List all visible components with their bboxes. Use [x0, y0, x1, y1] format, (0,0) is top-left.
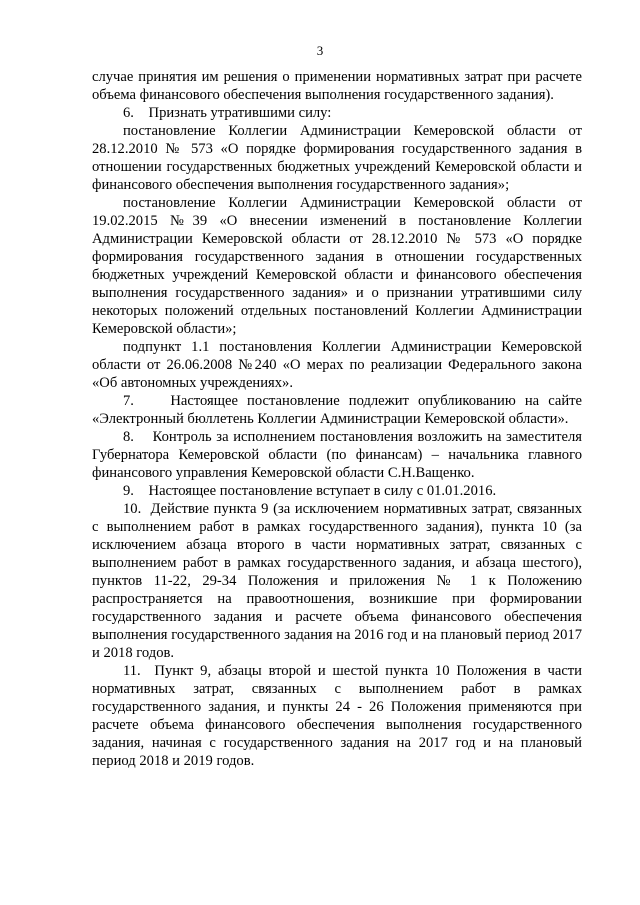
- paragraph-decree-39: постановление Коллегии Администрации Кемеровской области от 19.02.2015 №39 «О внесении изменений в постановление Коллегии Администрации Кемеровской области от 28.12.2010 № 573 «О порядке формирования государственного задания в отношении государственных бюджетных учреждений Кемеровской области и финансового обеспечения выполнения государственного задания» и о признании утратившими силу некоторых положений отдельных постановлений Коллегии Администрации Кемеровской области»;: [92, 195, 582, 337]
- paragraph-item-6: 6. Признать утратившими силу:: [123, 105, 332, 121]
- paragraph-item-9: 9. Настоящее постановление вступает в силу с 01.01.2016.: [123, 483, 497, 499]
- paragraph-decree-573: постановление Коллегии Администрации Кемеровской области от 28.12.2010 № 573 «О порядке формирования государственного задания в отношении государственных бюджетных учреждений Кемеровской области и финансового обеспечения выполнения государственного задания»;: [92, 123, 582, 193]
- page-number: 3: [316, 43, 324, 58]
- paragraph-continuation: случае принятия им решения о применении нормативных затрат при расчете объема финансового обеспечения выполнения государственного задания).: [92, 69, 582, 103]
- paragraph-subitem-1-1: подпункт 1.1 постановления Коллегии Администрации Кемеровской области от 26.06.2008 №240 «О мерах по реализации Федерального закона «Об автономных учреждениях».: [92, 339, 582, 391]
- paragraph-item-11: 11. Пункт 9, абзацы второй и шестой пункта 10 Положения в части нормативных затрат, связанных с выполнением работ в рамках государственного задания, и пункты 24 - 26 Положения применяются при расчете объема финансового обеспечения выполнения государственного задания, начиная с государственного задания на 2017 год и на плановый период 2018 и 2019 годов.: [92, 663, 582, 769]
- paragraph-item-10: 10. Действие пункта 9 (за исключением нормативных затрат, связанных с выполнением работ в рамках государственного задания), пункта 10 (за исключением абзаца второго в части нормативных затрат, связанных с выполнением работ в рамках государственного задания, и абзаца шестого), пунктов 11-22, 29-34 Положения и приложения № 1 к Положению распространяется на правоотношения, возникшие при формировании государственного задания и расчете объема финансового обеспечения выполнения государственного задания на 2016 год и на плановый период 2017 и 2018 годов.: [92, 501, 582, 661]
- document-body: [92, 68, 582, 770]
- paragraph-item-8: 8. Контроль за исполнением постановления возложить на заместителя Губернатора Кемеровской области (по финансам) – начальника главного финансового управления Кемеровской области С.Н.Ващенко.: [92, 429, 582, 481]
- paragraph-item-7: 7. Настоящее постановление подлежит опубликованию на сайте «Электронный бюллетень Коллегии Администрации Кемеровской области».: [92, 393, 582, 427]
